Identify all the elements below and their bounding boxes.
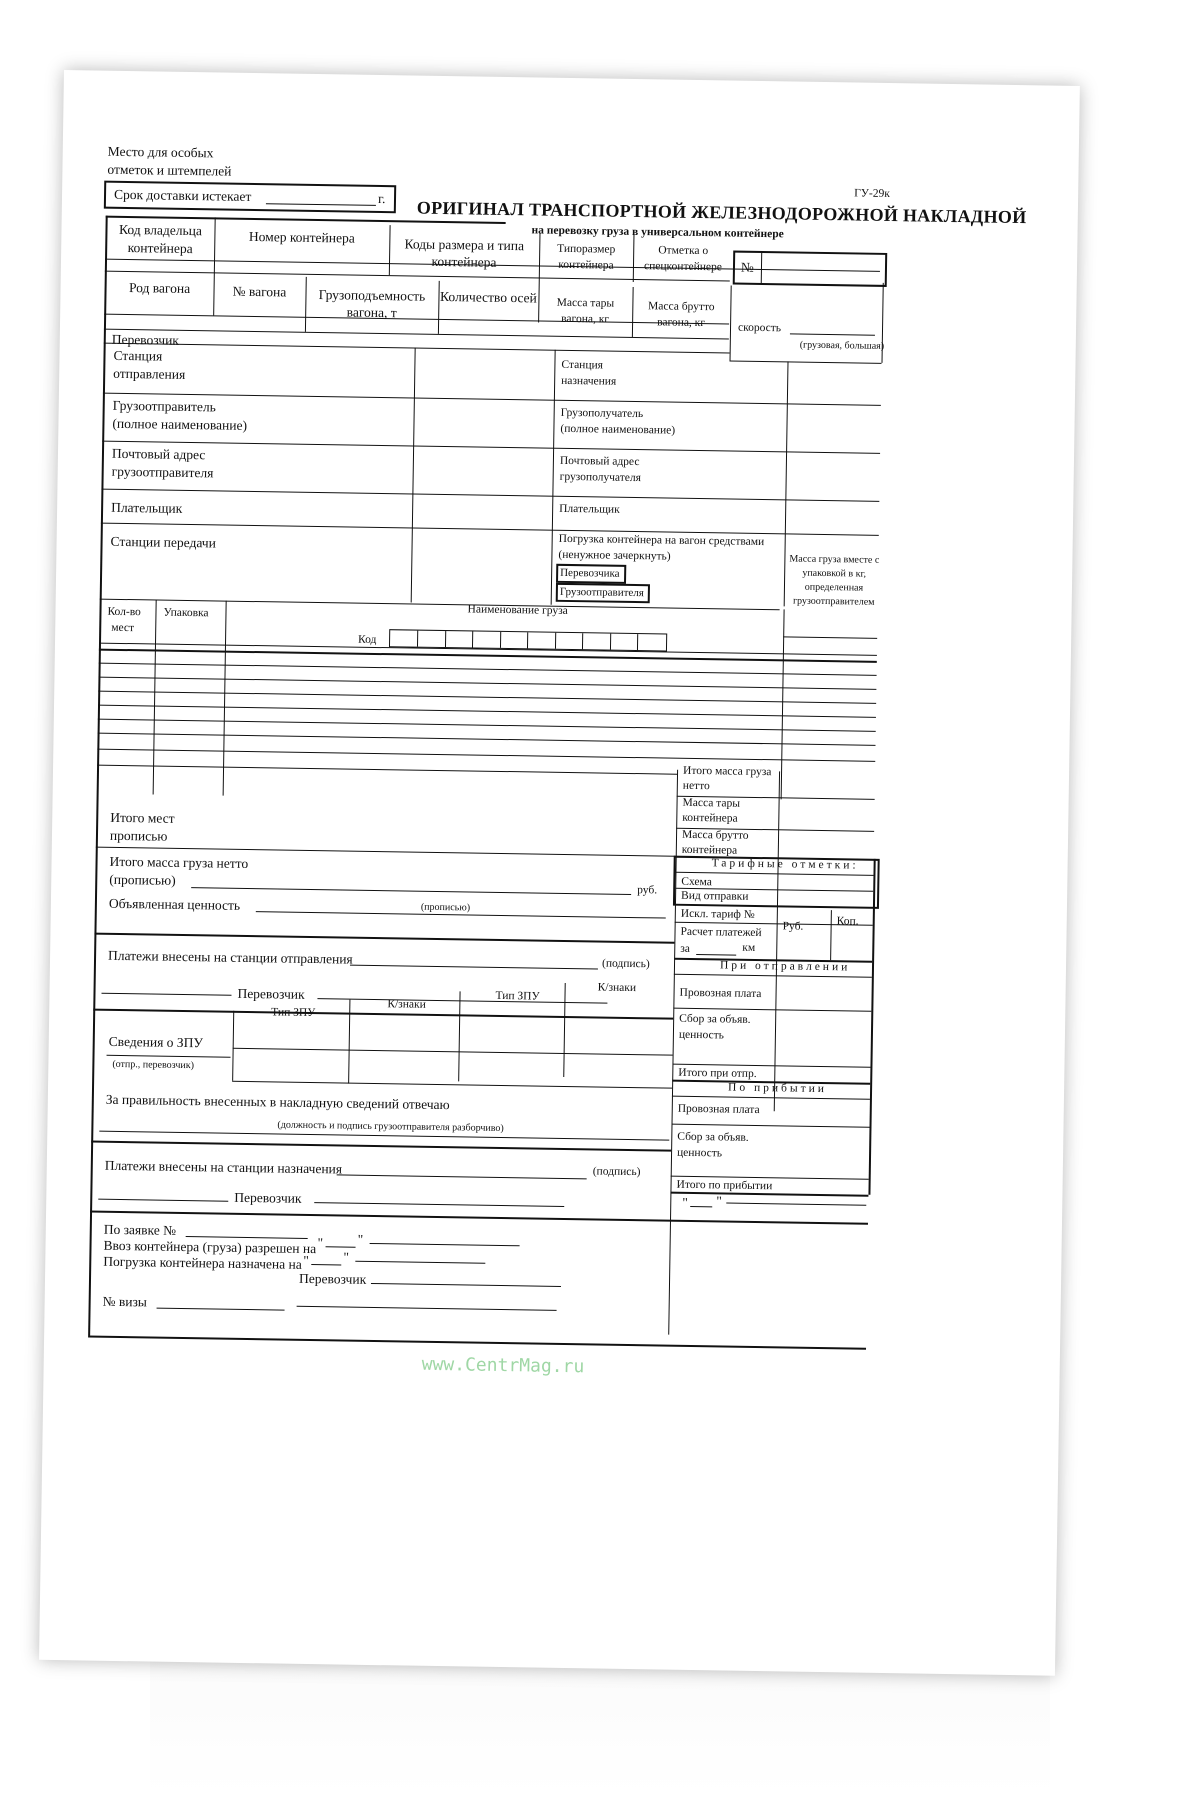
packaging-header: Упаковка (163, 606, 209, 620)
payment-calc-for: за (680, 942, 691, 955)
arrival-quote-open: " (682, 1194, 688, 1210)
container-number-header: Номер контейнера (248, 228, 355, 246)
fee-dep-label-2: ценность (678, 1028, 724, 1042)
tiporazmer-header-2: контейнера (558, 258, 614, 272)
fee-arr-label-2: ценность (676, 1146, 723, 1160)
container-gross-label: Масса брутто (681, 828, 749, 842)
qty-header-2: мест (111, 621, 135, 635)
kop-col-label: Коп. (836, 915, 859, 928)
mass-shipper-label-4: грузоотправителем (792, 595, 875, 608)
wagon-tare-header-2: вагона, кг (561, 312, 610, 326)
loading-means-label: Погрузка контейнера на вагон средствами (558, 532, 765, 549)
consignee-label: Грузополучатель (560, 406, 644, 421)
speed-label: скорость (737, 321, 782, 335)
shipper-address-label: Почтовый адрес (111, 445, 206, 463)
shipper-address-label-2: грузоотправителя (111, 463, 214, 481)
mass-shipper-label-3: определенная (804, 581, 864, 594)
departure-station-label-2: отправления (113, 365, 186, 382)
consignee-address-label-2: грузополучателя (559, 470, 642, 485)
container-codes-header: Коды размера и типа (404, 236, 525, 254)
places-total-label: Итого мест (110, 809, 175, 826)
destination-station-label: Станция (561, 358, 604, 372)
zpu-type-header: Тип ЗПУ (271, 1006, 316, 1020)
container-tare-label: Масса тары (682, 796, 741, 810)
option-shipper[interactable]: Грузоотправителя (556, 583, 650, 603)
wagon-tare-header: Масса тары (556, 296, 615, 310)
pay-dst-carrier: Перевозчик (234, 1189, 302, 1206)
form-subtitle: на перевозку груза в универсальном контейнере (531, 224, 784, 241)
destination-station-label-2: назначения (561, 374, 617, 388)
pay-dep-sign: (подпись) (601, 957, 650, 971)
rub-label: руб. (637, 884, 658, 897)
zpu-type-header-2: Тип ЗПУ (495, 989, 540, 1003)
tariff-marks-header: Тарифные отметки: (711, 857, 859, 872)
container-tare-label-2: контейнера (682, 811, 738, 825)
at-departure-header: При отправлении (719, 959, 851, 974)
import-quote-close: " (357, 1231, 364, 1247)
waybill-sheet (39, 70, 1080, 1676)
declared-value-label: Объявленная ценность (108, 895, 241, 913)
transfer-stations-label: Станции передачи (110, 533, 216, 551)
rub-col-label: Руб. (782, 920, 804, 933)
load-quote-close: " (343, 1249, 350, 1265)
at-arrival-header: По прибытии (728, 1081, 828, 1096)
import-quote-open: " (317, 1235, 324, 1251)
mass-shipper-label-2: упаковкой в кг, (802, 567, 867, 580)
fee-dep-label: Сбор за объяв. (679, 1012, 751, 1026)
pay-dst-label: Платежи внесены на станции назначения (104, 1157, 343, 1177)
carrier-label: Перевозчик (111, 331, 180, 348)
load-assigned-label: Погрузка контейнера назначена на (103, 1253, 302, 1272)
payer-right-label: Плательщик (559, 502, 620, 516)
watermark: www.CentrMag.ru (421, 1353, 585, 1378)
import-label: Ввоз контейнера (груза) разрешен на (103, 1237, 317, 1257)
net-words-label: Итого масса груза нетто (109, 853, 249, 871)
zpu-label: Сведения о ЗПУ (108, 1033, 204, 1051)
owner-code-header: Код владельца (118, 221, 203, 239)
payment-calc-label: Расчет платежей (680, 925, 762, 940)
delivery-term-box (104, 181, 396, 214)
payer-left-label: Плательщик (111, 499, 183, 516)
bottom-carrier-label: Перевозчик (298, 1270, 367, 1287)
fee-arr-label: Сбор за объяв. (677, 1130, 749, 1144)
departure-station-label: Станция (113, 347, 163, 364)
form-code: ГУ-29к (854, 187, 890, 200)
net-total-label: Итого масса груза (682, 764, 772, 779)
wagon-number-header: № вагона (232, 283, 287, 300)
delivery-term-line[interactable] (266, 203, 376, 206)
container-codes-header-2: контейнера (431, 253, 497, 270)
responsibility-label: За правильность внесенных в накладную сведений отвечаю (105, 1091, 450, 1113)
pay-dep-carrier: Перевозчик (237, 985, 305, 1002)
capacity-header: Грузоподъемность (318, 287, 426, 304)
cargo-name-header: Наименование груза (467, 603, 568, 617)
tiporazmer-header: Типоразмер (557, 242, 616, 256)
spec-mark-header: Отметка о (658, 244, 709, 258)
scheme-label: Схема (681, 875, 712, 889)
pay-dep-label: Платежи внесены на станции отправления (107, 947, 353, 967)
fare-dep-label: Провозная плата (679, 986, 762, 1001)
qty-header: Кол-во (107, 605, 141, 619)
number-box[interactable] (733, 251, 888, 287)
arrival-quote-close: " (716, 1193, 722, 1209)
special-marks-label-2: отметок и штемпелей (107, 161, 232, 179)
special-marks-label: Место для особых (107, 143, 214, 161)
number-sign: № (740, 259, 754, 275)
responsibility-hint: (должность и подпись грузоотправителя разборчиво) (277, 1119, 504, 1135)
owner-code-header-2: контейнера (127, 240, 193, 257)
zpu-hint: (отпр., перевозчик) (112, 1058, 195, 1072)
axles-header: Количество осей (439, 288, 537, 306)
year-label: г. (377, 190, 386, 207)
consignee-label-2: (полное наименование) (560, 422, 676, 437)
container-gross-label-2: контейнера (681, 843, 738, 857)
consignee-address-label: Почтовый адрес (559, 454, 640, 469)
declared-hint: (прописью) (420, 901, 471, 914)
zpu-marks-header-2: К/знаки (597, 981, 637, 995)
net-total-label-2: нетто (682, 779, 710, 793)
net-words-label-2: (прописью) (109, 871, 176, 888)
wagon-kind-header: Род вагона (128, 280, 191, 297)
speed-hint: (грузовая, большая) (799, 339, 885, 352)
option-carrier[interactable]: Перевозчика (556, 564, 626, 584)
mass-shipper-label: Масса груза вместе с (789, 553, 880, 566)
wagon-gross-header-2: вагона, кг (657, 316, 706, 330)
pay-dst-sign: (подпись) (592, 1165, 641, 1179)
shipment-kind-label: Вид отправки (681, 889, 749, 903)
delivery-term-label: Срок доставки истекает (113, 186, 252, 204)
shipper-label-2: (полное наименование) (112, 415, 248, 433)
visa-label: № визы (102, 1293, 148, 1310)
km-label: км (742, 941, 756, 954)
total-dep-label: Итого при отпр. (678, 1066, 757, 1081)
total-arr-label: Итого по прибытии (676, 1178, 773, 1193)
loading-means-hint: (ненужное зачеркнуть) (558, 548, 671, 563)
shipper-label: Грузоотправитель (112, 397, 216, 415)
wagon-gross-header: Масса брутто (648, 300, 715, 314)
spec-mark-header-2: спецконтейнере (643, 260, 722, 274)
form-title: ОРИГИНАЛ ТРАНСПОРТНОЙ ЖЕЛЕЗНОДОРОЖНОЙ НАКЛАДНОЙ (416, 197, 1027, 228)
cargo-code-label: Код (357, 633, 377, 646)
excl-tariff-label: Искл. тариф № (680, 907, 755, 921)
fare-arr-label: Провозная плата (677, 1102, 760, 1117)
places-total-label-2: прописью (109, 827, 168, 844)
zpu-marks-header: К/знаки (387, 998, 426, 1011)
request-label: По заявке № (103, 1221, 177, 1238)
load-quote-open: " (303, 1252, 309, 1268)
capacity-header-2: вагона, т (346, 304, 397, 321)
